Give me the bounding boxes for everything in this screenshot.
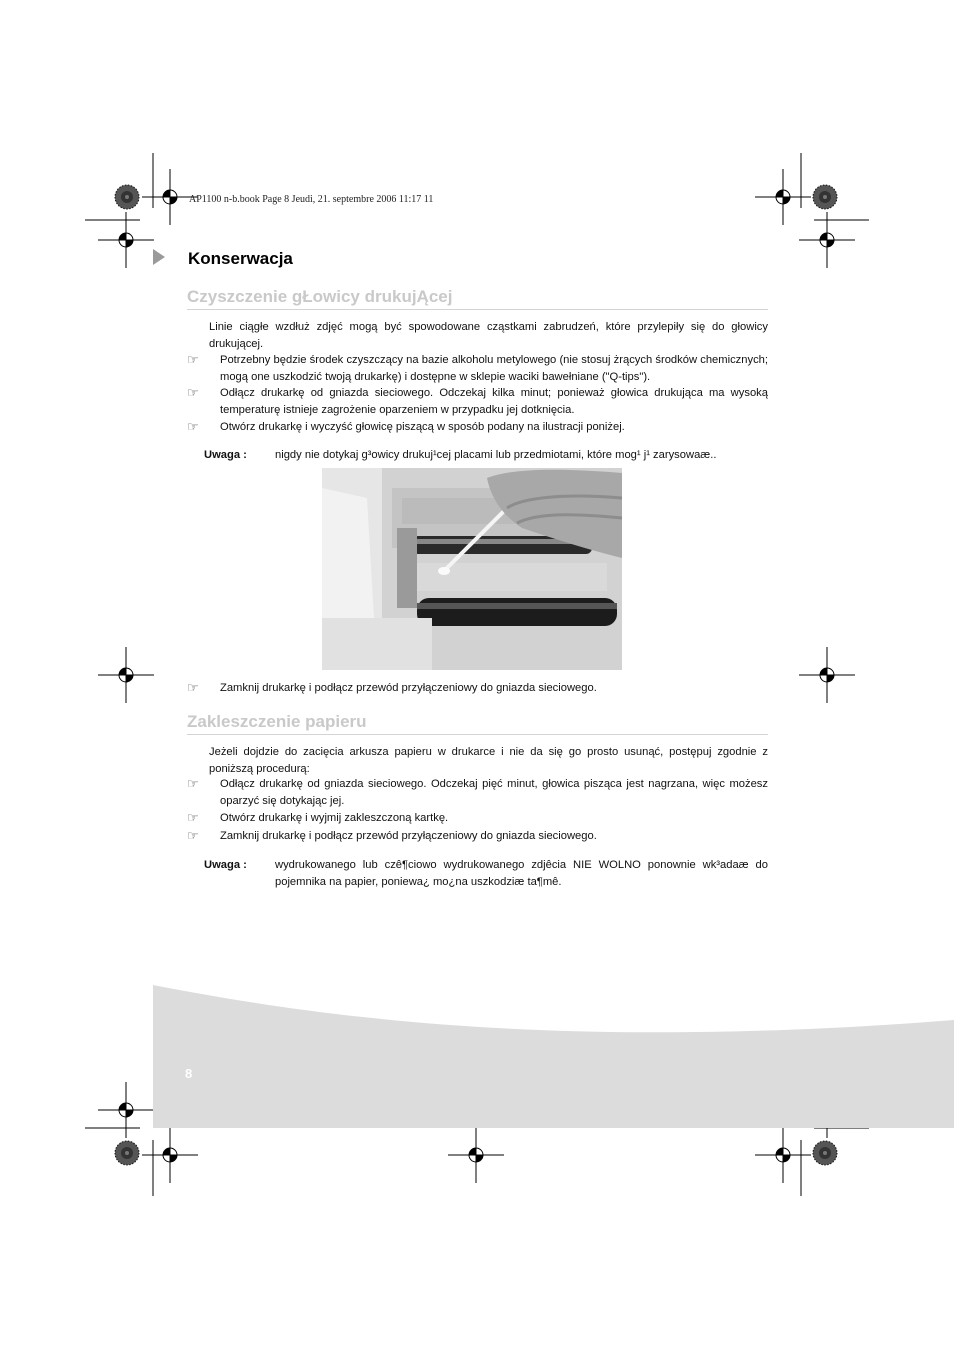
- subheading-cleaning: Czyszczenie gŁowicy drukujĄcej: [187, 287, 453, 306]
- pointing-hand-icon: ☞: [187, 680, 199, 695]
- pointing-hand-icon: ☞: [187, 419, 199, 434]
- paper-jam-intro: Jeżeli dojdzie do zacięcia arkusza papieru w drukarce i nie da się go prosto usunąć, postępuj zgodnie z poniższą procedurą:: [209, 746, 768, 775]
- print-head-cleaning-photo: [322, 468, 622, 670]
- section-title: Konserwacja: [188, 249, 293, 268]
- subheading-rule: [187, 734, 768, 735]
- pointing-hand-icon: ☞: [187, 828, 199, 843]
- note-text: nigdy nie dotykaj g³owicy drukuj¹cej placami lub przedmiotami, które mog¹ j¹ zarysowaæ..: [275, 449, 717, 461]
- subheading-paper-jam: Zakleszczenie papieru: [187, 712, 367, 731]
- note-label: Uwaga :: [204, 859, 247, 871]
- footer-band: [153, 980, 954, 1128]
- list-item-text: Potrzebny będzie środek czyszczący na bazie alkoholu metylowego (nie stosuj żrących środków chemicznych; mogą one uszkodzić twoją drukarkę) i dostępne w sklepie waciki bawełniane ("Q-tips").: [220, 354, 768, 383]
- note-label: Uwaga :: [204, 449, 247, 461]
- list-item-text: Otwórz drukarkę i wyczyść głowicę piszącą w sposób podany na ilustracji poniżej.: [220, 421, 625, 433]
- list-item-text: Zamknij drukarkę i podłącz przewód przyłączeniowy do gniazda sieciowego.: [220, 830, 597, 842]
- list-item-text: Odłącz drukarkę od gniazda sieciowego. Odczekaj kilka minut; ponieważ głowica drukująca ma wysoką temperaturę istnieje zagrożenie oparzeniem w przypadku jej dotknięcia.: [220, 387, 768, 416]
- note-text: wydrukowanego lub czê¶ciowo wydrukowanego zdjêcia NIE WOLNO ponownie wk³adaæ do pojemnika na papier, poniewa¿ mo¿na uszkodziæ ta¶mê.: [275, 859, 768, 888]
- list-item-text: Otwórz drukarkę i wyjmij zakleszczoną kartkę.: [220, 812, 449, 824]
- cleaning-intro: Linie ciągłe wzdłuż zdjęć mogą być spowodowane cząstkami zabrudzeń, które przylepiły się do głowicy drukującej.: [209, 321, 768, 350]
- subheading-rule: [187, 309, 768, 310]
- book-metadata-line: AP1100 n-b.book Page 8 Jeudi, 21. septembre 2006 11:17 11: [189, 194, 434, 205]
- list-item-text: Zamknij drukarkę i podłącz przewód przyłączeniowy do gniazda sieciowego.: [220, 682, 597, 694]
- triangle-right-icon: [153, 249, 165, 265]
- page-number: 8: [185, 1066, 193, 1081]
- list-item-text: Odłącz drukarkę od gniazda sieciowego. Odczekaj pięć minut, głowica pisząca jest nagrzana, więc możesz oparzyć się dotykając jej.: [220, 778, 768, 807]
- pointing-hand-icon: ☞: [187, 776, 199, 791]
- pointing-hand-icon: ☞: [187, 385, 199, 400]
- pointing-hand-icon: ☞: [187, 810, 199, 825]
- pointing-hand-icon: ☞: [187, 352, 199, 367]
